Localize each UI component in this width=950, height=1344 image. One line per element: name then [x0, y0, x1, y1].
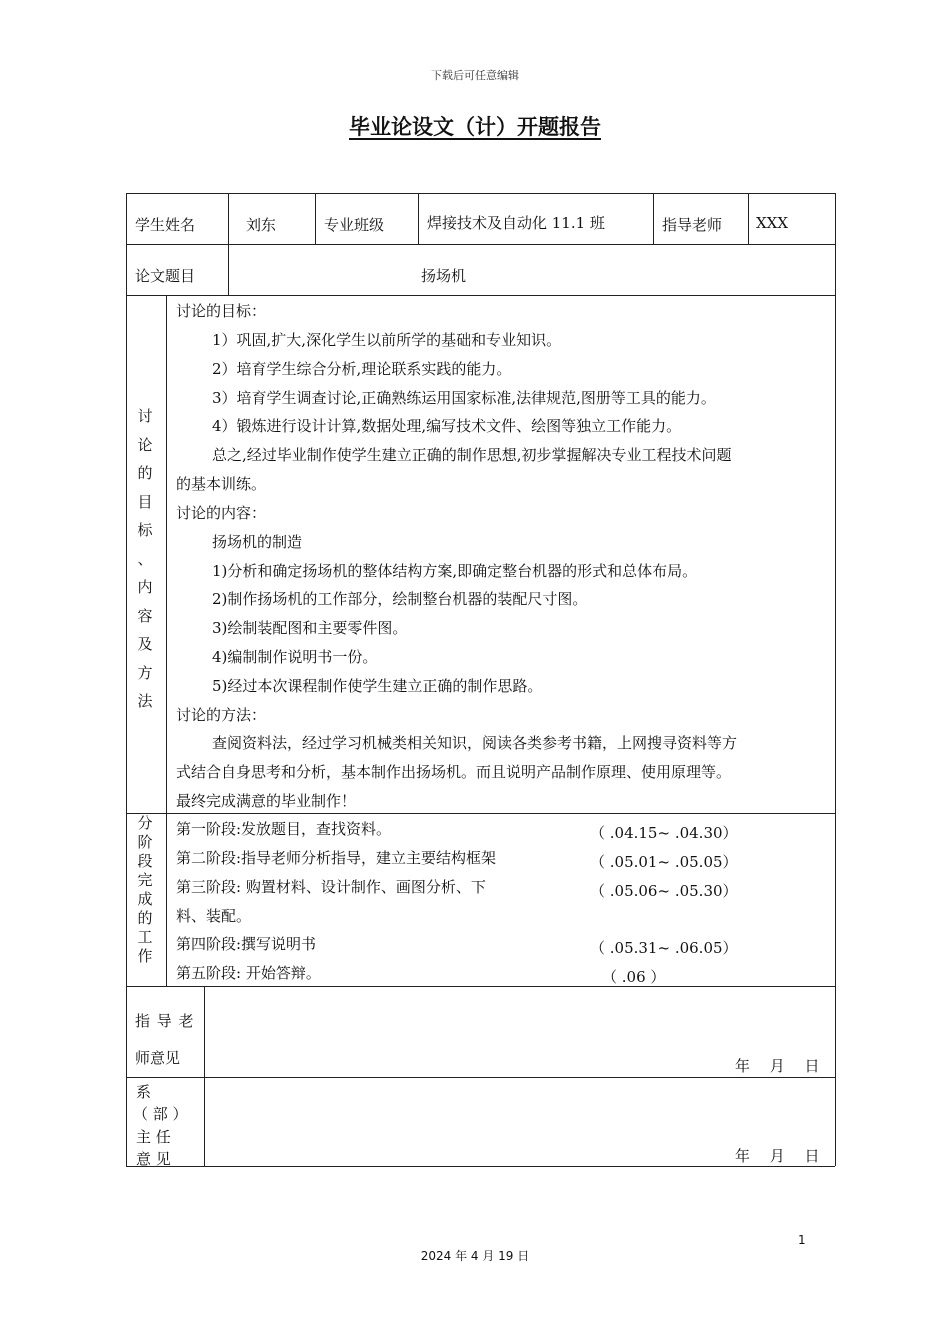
footer-date: 2024 年 4 月 19 日 [420, 1249, 530, 1263]
goals-heading: 讨论的目标： [176, 302, 267, 320]
page-number: 1 [798, 1233, 806, 1247]
content-heading: 讨论的内容： [176, 504, 267, 522]
goal-item: 1）巩固,扩大,深化学生以前所学的基础和专业知识。 [212, 331, 562, 349]
method-text: 查阅资料法，经过学习机械类相关知识，阅读各类参考书籍，上网搜寻资料等方 [212, 734, 738, 752]
student-name-value: 刘东 [246, 216, 277, 234]
section-goals-label: 讨 论 的 目 标 、 内 容 及 方 法 [137, 407, 153, 710]
stage-date: （ .06 ） [602, 968, 666, 986]
goal-item: 2）培育学生综合分析,理论联系实践的能力。 [212, 360, 512, 378]
student-name-label: 学生姓名 [135, 216, 196, 234]
major-class-label: 专业班级 [324, 216, 385, 234]
goal-summary: 总之,经过毕业制作使学生建立正确的制作思想,初步掌握解决专业工程技术问题 [212, 446, 732, 464]
stage-item: 第四阶段:撰写说明书 [176, 935, 317, 953]
stage-date: （ .05.06~ .05.30） [590, 882, 738, 900]
advisor-opinion-date: 年 月 日 [735, 1057, 820, 1075]
goal-item: 3）培育学生调查讨论,正确熟练运用国家标准,法律规范,图册等工具的能力。 [212, 389, 716, 407]
document-title: 毕业论设文（计）开题报告 [349, 115, 601, 139]
content-item: 4)编制制作说明书一份。 [212, 648, 378, 666]
stage-item: 第三阶段: 购置材料、设计制作、画图分析、下 [176, 878, 486, 896]
dept-opinion-label-line1: 系 [136, 1083, 152, 1101]
stage-item-cont: 料、装配。 [176, 907, 252, 925]
advisor-opinion-label-line1: 指 导 老 [135, 1012, 195, 1030]
content-item: 1)分析和确定扬场机的整体结构方案,即确定整台机器的形式和总体布局。 [212, 562, 698, 580]
topic-label: 论文题目 [135, 267, 196, 285]
advisor-label: 指导老师 [662, 216, 723, 234]
major-class-value: 焊接技术及自动化 11.1 班 [427, 214, 605, 232]
topic-value: 扬场机 [421, 267, 467, 285]
method-heading: 讨论的方法： [176, 706, 267, 724]
advisor-value: XXX [756, 214, 789, 232]
stage-date: （ .05.31~ .06.05） [590, 939, 738, 957]
dept-opinion-label-line3: 主 任 [136, 1128, 171, 1146]
header-note: 下载后可任意编辑 [431, 69, 519, 82]
content-subject: 扬场机的制造 [212, 533, 303, 551]
goal-item: 4）锻炼进行设计计算,数据处理,编写技术文件、绘图等独立工作能力。 [212, 417, 682, 435]
dept-opinion-date: 年 月 日 [735, 1147, 820, 1165]
content-item: 3)绘制装配图和主要零件图。 [212, 619, 408, 637]
method-text: 式结合自身思考和分析，基本制作出扬场机。而且说明产品制作原理、使用原理等。 [176, 763, 732, 781]
dept-opinion-label-line2: （ 部 ） [133, 1105, 188, 1123]
dept-opinion-label-line4: 意 见 [136, 1150, 171, 1168]
content-item: 5)经过本次课程制作使学生建立正确的制作思路。 [212, 677, 543, 695]
advisor-opinion-label-line2: 师意见 [135, 1049, 181, 1067]
stage-item: 第二阶段:指导老师分析指导，建立主要结构框架 [176, 849, 497, 867]
stage-date: （ .05.01~ .05.05） [590, 853, 738, 871]
stage-item: 第五阶段: 开始答辩。 [176, 964, 321, 982]
section-stages-label: 分 阶 段 完 成 的 工 作 [137, 814, 153, 965]
goal-summary-cont: 的基本训练。 [176, 475, 267, 493]
stage-date: （ .04.15~ .04.30） [590, 824, 738, 842]
stage-item: 第一阶段:发放题目，查找资料。 [176, 820, 392, 838]
content-item: 2)制作扬场机的工作部分，绘制整台机器的装配尺寸图。 [212, 590, 588, 608]
method-text: 最终完成满意的毕业制作！ [176, 792, 357, 810]
